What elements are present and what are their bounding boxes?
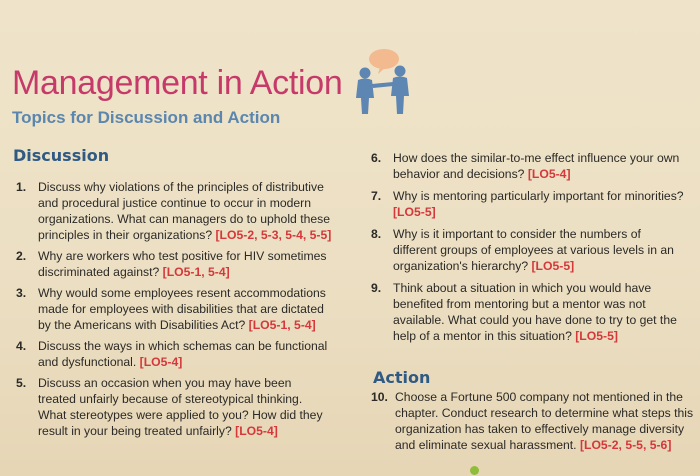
item-text: Choose a Fortune 500 company not mentioned in the chapter. Conduct research to determine what steps this organization has taken to effectively manage diversity and eliminate sexual harassment. [LO5-2, 5-5, 5-6] (395, 390, 694, 452)
right-column (371, 150, 697, 344)
list-item (371, 226, 697, 274)
page-title: Management in Action (12, 64, 343, 102)
item-text: Why are workers who test positive for HIV sometimes discriminated against? [LO5-1, 5-4] (38, 249, 327, 279)
item-number: 2. (16, 249, 27, 263)
item-text: Discuss the ways in which schemas can be functional and dysfunctional. [LO5-4] (38, 339, 328, 369)
item-text: Why would some employees resent accommodations made for employees with disabilities that are dictated by the Americans with Disabilities Act? [LO5-1, 5-4] (38, 286, 326, 332)
item-text: How does the similar-to-me effect influence your own behavior and decisions? [LO5-4] (393, 151, 680, 181)
item-number: 1. (16, 180, 27, 194)
item-text: Why is it important to consider the numbers of different groups of employees at various levels in an organization's hierarchy? [LO5-5] (393, 227, 674, 273)
list-item (371, 150, 697, 182)
learning-objective-ref: [LO5-4] (235, 424, 278, 438)
learning-objective-ref: [LO5-2, 5-5, 5-6] (579, 438, 672, 452)
page-subtitle: Topics for Discussion and Action (12, 108, 281, 127)
action-column (371, 389, 697, 453)
learning-objective-ref: [LO5-4] (139, 355, 183, 369)
item-text: Discuss an occasion when you may have been treated unfairly because of stereotypical thinking. What stereotypes were applied to you? How did they result in your being treated unfairly? [LO5-4] (38, 376, 323, 438)
item-text: Discuss why violations of the principles of distributive and procedural justice continue to occur in modern organizations. What can managers do to uphold these principles in their organizations? [LO5-2, 5-3, 5-4, 5-5] (38, 180, 332, 242)
learning-objective-ref: [LO5-5] (531, 259, 575, 273)
list-item (16, 285, 346, 333)
item-number: 7. (371, 189, 382, 203)
item-text: Think about a situation in which you would have benefited from mentoring but a mentor was not available. What could you have done to try to get the help of a mentor in this situation? [LO5-5] (393, 281, 677, 343)
action-heading: Action (373, 368, 431, 387)
decorative-dot (470, 466, 479, 475)
list-item (16, 375, 346, 439)
item-number: 6. (371, 151, 382, 165)
left-column (16, 179, 346, 439)
two-people-talking-icon (344, 46, 416, 116)
item-number: 3. (16, 286, 27, 300)
item-number: 4. (16, 339, 27, 353)
list-item (16, 179, 346, 243)
learning-objective-ref: [LO5-2, 5-3, 5-4, 5-5] (215, 228, 332, 242)
item-number: 9. (371, 281, 382, 295)
list-item (16, 248, 346, 280)
discussion-heading: Discussion (13, 146, 110, 165)
item-number: 5. (16, 376, 27, 390)
learning-objective-ref: [LO5-5] (393, 205, 436, 219)
list-item (371, 280, 697, 344)
learning-objective-ref: [LO5-5] (575, 329, 618, 343)
item-number: 8. (371, 227, 382, 241)
item-text: Why is mentoring particularly important for minorities? [LO5-5] (393, 189, 684, 219)
list-item (371, 389, 697, 453)
list-item (371, 188, 697, 220)
learning-objective-ref: [LO5-1, 5-4] (162, 265, 230, 279)
list-item (16, 338, 346, 370)
item-number: 10. (371, 390, 388, 404)
learning-objective-ref: [LO5-4] (527, 167, 571, 181)
learning-objective-ref: [LO5-1, 5-4] (248, 318, 316, 332)
